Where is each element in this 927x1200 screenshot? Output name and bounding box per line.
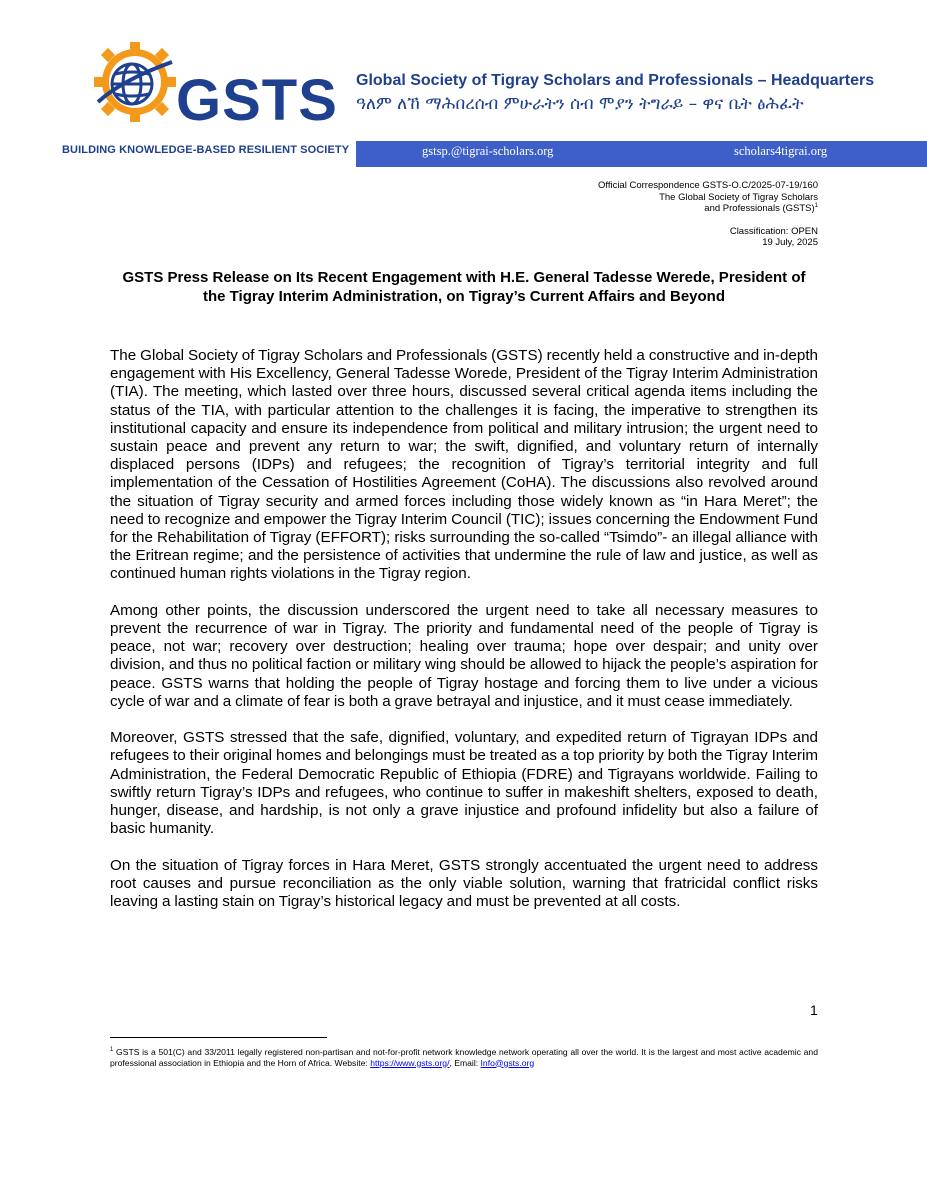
org-name-tigrinya: ዓለም ለኸ ማሕበረሰብ ምሁራትን ሰብ ሞያን ትግራይ – ዋና ቤት ፅሕፈት <box>356 94 804 114</box>
body-paragraph: On the situation of Tigray forces in Hara Meret, GSTS strongly accentuated the urgent need to address root causes and pursue reconciliation as the only viable solution, warning that fratricidal conflict risks leaving a lasting stain on Tigray’s historical legacy and must be prevented at all costs. <box>110 856 818 911</box>
body-paragraph: The Global Society of Tigray Scholars and Professionals (GSTS) recently held a constructive and in-depth engagement with His Excellency, General Tadesse Worede, President of the Tigray Interim Administration (TIA). The meeting, which lasted over three hours, discussed several critical agenda items including the status of the TIA, with particular attention to the challenges it is facing, the imperative to strengthen its institutional capacity and ensure its independence from political and military intrusion; the urgent need to sustain peace and prevent any return to war; the swift, dignified, and voluntary return of internally displaced persons (IDPs) and refugees; the recognition of Tigray’s territorial integrity and full implementation of the Cessation of Hostilities Agreement (CoHA). The discussions also revolved around the situation of Tigray security and armed forces including those widely known as “in Hara Meret”; the need to recognize and empower the Tigray Interim Council (TIC); issues concerning the Endowment Fund for the Rehabilitation of Tigray (EFFORT); risks surrounding the so-called “Tsimdo”- an illegal alliance with the Eritrean regime; and the persistence of activities that undermine the rule of law and justice, as well as continued human rights violations in the Tigray region. <box>110 347 818 583</box>
logo-text: GSTS <box>176 68 338 133</box>
reference-number: Official Correspondence GSTS-O.C/2025-07-19/160 <box>597 180 818 191</box>
correspondence-block <box>598 180 818 249</box>
footnote <box>110 1047 818 1068</box>
body-paragraph: Among other points, the discussion underscored the urgent need to take all necessary measures to prevent the recurrence of war in Tigray. The priority and fundamental need of the people of Tigray is peace, not war; recovery over destruction; healing over trauma; hope over despair; and unity over division, and thus no political faction or military wing should be allowed to hijack the people’s aspiration for peace. GSTS warns that holding the people of Tigray hostage and forcing them to live under a vicious cycle of war and a climate of fear is both a grave betrayal and injustice, and it must cease immediately. <box>110 601 818 710</box>
website-link[interactable]: https://www.gsts.org/ <box>370 1057 450 1068</box>
contact-bar <box>356 141 927 167</box>
footnote-marker: 1 <box>814 202 818 209</box>
page-number: 1 <box>810 1002 818 1018</box>
sender-line: The Global Society of Tigray Scholars <box>659 191 818 203</box>
tagline: BUILDING KNOWLEDGE-BASED RESILIENT SOCIETY <box>62 144 350 156</box>
footnote-text: GSTS is a 501(C) and 33/2011 legally registered non-partisan and not-for-profit network knowledge network operating all over the world. It is the largest and most active academic and professional association in Ethiopia and the Horn of Africa. Website: <box>110 1047 818 1068</box>
contact-email[interactable]: gstsp.@tigrai-scholars.org <box>422 144 554 158</box>
document-date: 19 July, 2025 <box>762 237 818 248</box>
footnote-divider <box>110 1037 327 1038</box>
gsts-logo-icon <box>92 40 178 124</box>
footnote-email-label: , Email: <box>449 1057 481 1068</box>
page-title: GSTS Press Release on Its Recent Engagement with H.E. General Tadesse Werede, President of the Tigray Interim Administration, on Tigray’s Current Affairs and Beyond <box>122 269 806 305</box>
classification: Classification: OPEN <box>729 225 818 237</box>
email-link[interactable]: Info@gsts.org <box>480 1057 535 1068</box>
org-name-english: Global Society of Tigray Scholars and Professionals – Headquarters <box>356 72 875 89</box>
body-paragraph: Moreover, GSTS stressed that the safe, dignified, voluntary, and expedited return of Tigrayan IDPs and refugees to their original homes and belongings must be treated as a top priority by both the Tigray Interim Administration, the Federal Democratic Republic of Ethiopia (FDRE) and Tigrayans worldwide. Failing to swiftly return Tigray’s IDPs and refugees, who continue to suffer in makeshift shelters, exposed to death, hunger, disease, and hardship, is not only a grave injustice and profound infidelity but also a failure of basic humanity. <box>110 729 818 838</box>
document-body <box>110 347 818 929</box>
contact-website[interactable]: scholars4tigrai.org <box>734 144 828 158</box>
sender-line: and Professionals (GSTS)$^1$ <box>704 202 818 214</box>
footnote-marker: 1 <box>110 1047 114 1054</box>
